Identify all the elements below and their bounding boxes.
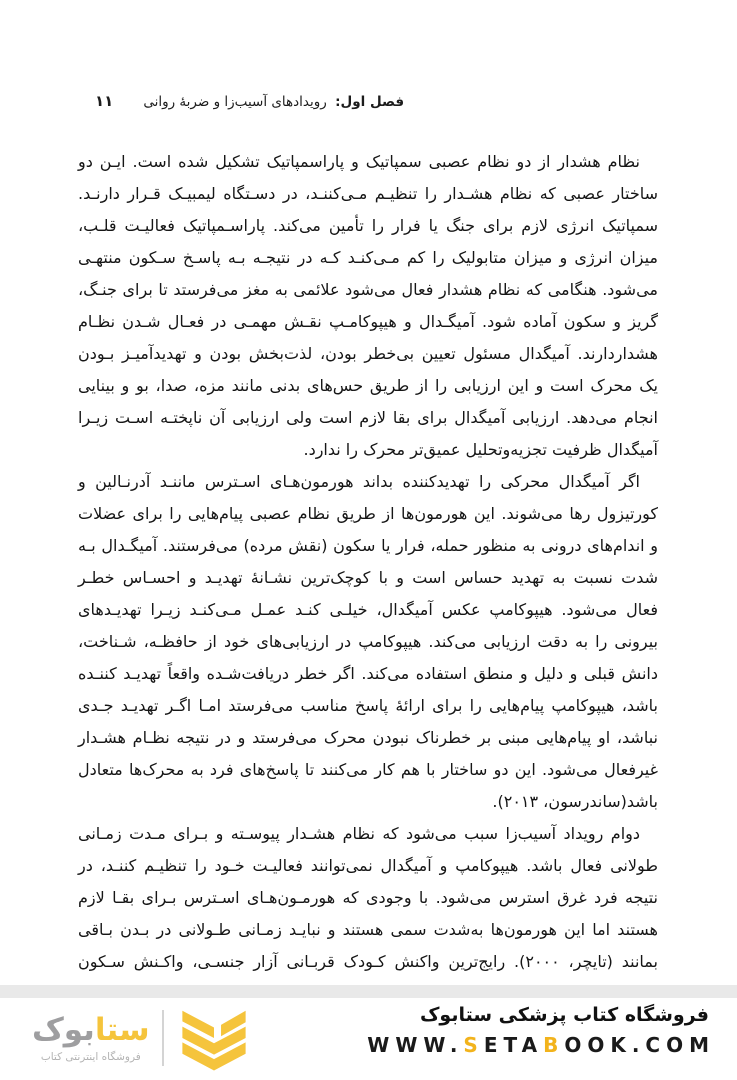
setabook-chevron-icon [176, 1002, 252, 1074]
footer-separator [0, 985, 737, 998]
chapter-title: رویدادهای آسیب‌زا و ضربهٔ روانی [143, 94, 327, 110]
logo-subtitle: فروشگاه اینترنتی کتاب [40, 1050, 141, 1063]
logo-divider [162, 1010, 164, 1066]
body-line: گریز و سکون آماده شود. آمیگـدال و هیپوکامـپ نقـش مهمـی در فعـال شـدن نظـام [78, 312, 658, 331]
site-url [367, 1033, 715, 1057]
body-paragraph [78, 818, 658, 978]
body-paragraph [78, 146, 658, 466]
body-line: یک محرک است و این ارزیابی را از طریق حس‌های بدنی مانند مزه، صدا، بو و بینایی [78, 376, 658, 395]
body-line: ساختار عصبی که نظام هشـدار را تنظیـم مـی‌کننـد، در دسـتگاه لیمبیـک قـرار دارنـد. [78, 184, 658, 203]
chapter-label: فصل اول: [335, 94, 405, 110]
setabook-logo [32, 1002, 252, 1074]
url-segment: ETA [483, 1033, 544, 1057]
url-segment: S [463, 1033, 484, 1057]
body-line: باشد(ساندرسون، ۲۰۱۳). [492, 792, 658, 811]
body-line: شدت نسبت به تهدید حساس است و با کوچک‌ترین نشـانهٔ تهدیـد و احسـاس خطـر [78, 568, 658, 587]
body-line: هشداردارند. آمیگدال مسئول تعیین بی‌خطر بودن، لذت‌بخش بودن و تهدیدآمیـز بـودن [78, 344, 658, 363]
footer [0, 998, 737, 1080]
footer-info [367, 1004, 715, 1057]
body-line: و اندام‌های درونی به منظور حمله، فرار یا سکون (نقش مرده) می‌فرستند. آمیگـدال بـه [78, 536, 658, 555]
body-line: انجام می‌دهد. ارزیابی آمیگدال برای بقا لازم است ولی ارزیابی آن ناپختـه اسـت زیـرا [78, 408, 658, 427]
body-line: غیرفعال می‌شود. این دو ساختار با هم کار می‌کنند تا پاسخ‌های فرد به محرک‌ها متعادل [78, 760, 658, 779]
url-segment: OOK.COM [564, 1033, 715, 1057]
body-line: بیرونی را به دقت ارزیابی می‌کند. هیپوکامپ در ارزیابی‌های خود از حافظـه، شـناخت، [78, 632, 658, 651]
page-number: ۱۱ [95, 92, 114, 110]
body-line: بمانند (تایچر، ۲۰۰۰). رایج‌ترین واکنش کـودک قربـانی آزار جنسـی، واکـنش سـکون [78, 952, 658, 971]
body-line: آمیگدال ظرفیت تجزیه‌وتحلیل عمیق‌تر محرک را ندارد. [303, 440, 658, 459]
body-line: می‌شود. هنگامی که نظام هشدار فعال می‌شود علائمی به مغز می‌فرستد تا برای جنـگ، [78, 280, 658, 299]
running-head [143, 94, 404, 110]
body-line: میزان انرژی و میزان متابولیک را کم مـی‌کنـد کـه در نتیجـه بـه پاسـخ سـکون منتهـی [78, 248, 658, 267]
url-segment: B [543, 1033, 565, 1057]
store-title: فروشگاه کتاب پزشکی ستابوک [419, 1004, 709, 1026]
body-line: دوام رویداد آسیب‌زا سبب می‌شود که نظام هشـدار پیوسـته و بـرای مـدت زمـانی [78, 824, 640, 843]
body-line: نظام هشدار از دو نظام عصبی سمپاتیک و پاراسمپاتیک تشکیل شده است. ایـن دو [78, 152, 640, 171]
url-segment: WWW. [367, 1033, 464, 1057]
setabook-wordmark [32, 1013, 150, 1049]
page-header [95, 92, 404, 110]
body-line: کورتیزول رها می‌شوند. این هورمون‌ها از طریق نظام عصبی پیام‌هایی را برای عضلات [78, 504, 658, 523]
wordmark-segment: بوک [32, 1012, 95, 1049]
body-line: فعال می‌شود. هیپوکامپ عکس آمیگدال، خیلـی کنـد عمـل مـی‌کنـد زیـرا تهدیـدهای [78, 600, 658, 619]
body-line: دانش قبلی و دلیل و منطق استفاده می‌کند. اگر خطر دریافت‌شـده واقعاً تهدیـد کننـده [78, 664, 658, 683]
body-line: نتیجه فرد غرق استرس می‌شود. با وجودی که هورمـون‌هـای اسـترس بـرای بقـا لازم [78, 888, 658, 907]
logo-wordmark-block [32, 1013, 150, 1063]
body-line: باشد، هیپوکامپ پیام‌هایی را برای ارائهٔ پاسخ مناسب می‌فرستد امـا اگـر تهدیـد جـدی [78, 696, 658, 715]
body-line: نباشد، او پیام‌هایی مبنی بر خطرناک نبودن محرک می‌فرستد و در نتیجه نظـام هشـدار [78, 728, 658, 747]
body-line: طولانی فعال باشد. هیپوکامپ و آمیگدال نمی‌توانند فعالیـت خـود را تنظیـم کننـد، در [78, 856, 658, 875]
body-line: سمپاتیک انرژی لازم برای جنگ یا فرار را تأمین می‌کند. پاراسـمپاتیک فعالیـت قلـب، [78, 216, 658, 235]
body-line: هستند اما این هورمون‌ها به‌شدت سمی هستند و نبایـد زمـانی طـولانی در بـدن بـاقی [78, 920, 658, 939]
body-line: اگر آمیگدال محرکی را تهدیدکننده بداند هورمون‌هـای اسـترس ماننـد آدرنـالین و [78, 472, 640, 491]
wordmark-segment: ستا [94, 1012, 150, 1049]
body-paragraph [78, 466, 658, 818]
page-body-text [78, 146, 658, 978]
